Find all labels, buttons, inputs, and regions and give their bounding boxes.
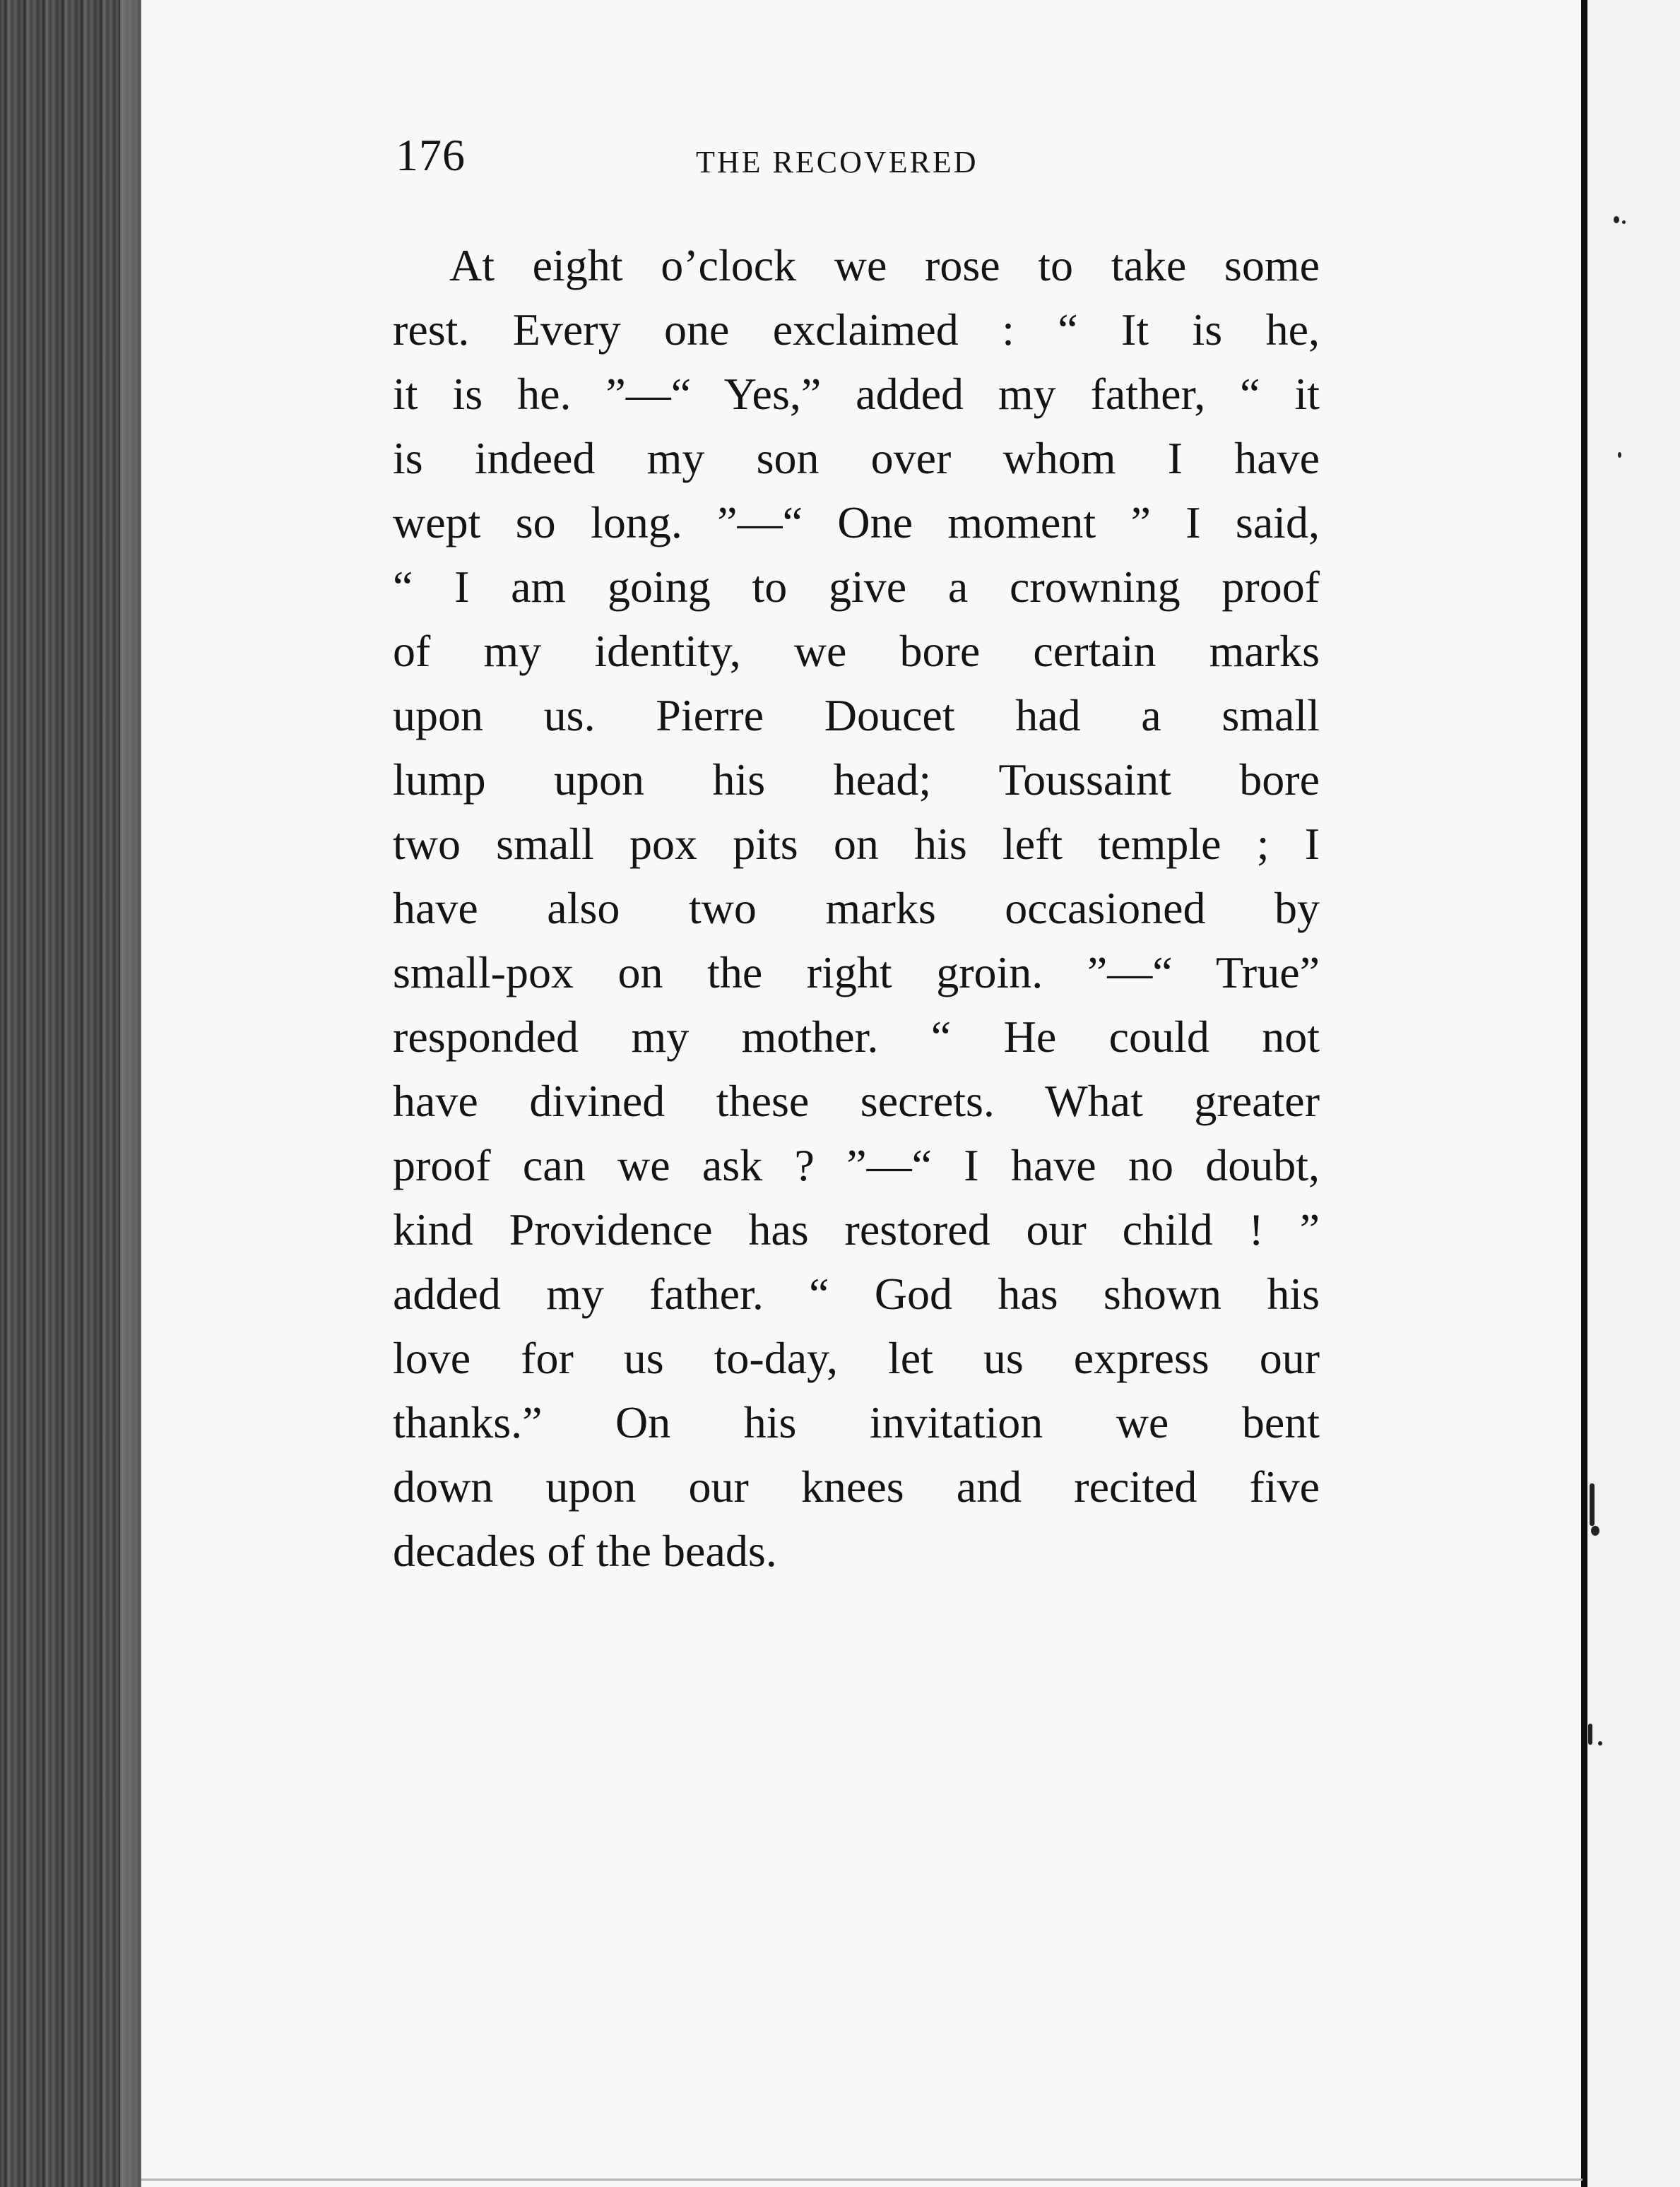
ink-speck [1618, 452, 1621, 458]
body-text [393, 233, 1320, 1583]
ink-speck [1590, 1483, 1595, 1526]
running-title: THE RECOVERED [696, 145, 978, 179]
text-line: proof can we ask ? ”—“ I have no doubt, [393, 1140, 1320, 1190]
text-line: have also two marks occasioned by [393, 883, 1320, 933]
text-line: have divined these secrets. What greater [393, 1076, 1320, 1126]
binding-gutter-line [1581, 0, 1587, 2187]
text-line: of my identity, we bore certain marks [393, 626, 1320, 676]
ink-speck [1622, 220, 1626, 224]
page-bottom-edge [141, 2179, 1583, 2181]
text-line: decades of the beads. [393, 1526, 777, 1576]
text-line: At eight o’clock we rose to take some [449, 240, 1320, 290]
text-line: added my father. “ God has shown his [393, 1269, 1320, 1319]
page-number: 176 [396, 130, 466, 180]
facing-page-margin [1587, 0, 1680, 2187]
text-line: thanks.” On his invitation we bent [393, 1397, 1320, 1447]
text-line: small-pox on the right groin. ”—“ True” [393, 947, 1320, 997]
text-line: kind Providence has restored our child ! ” [393, 1204, 1320, 1255]
text-line: it is he. ”—“ Yes,” added my father, “ it [393, 369, 1320, 419]
text-line: love for us to-day, let us express our [393, 1333, 1320, 1383]
text-line: wept so long. ”—“ One moment ” I said, [393, 497, 1320, 547]
text-line: two small pox pits on his left temple ; I [393, 819, 1320, 869]
text-line: responded my mother. “ He could not [393, 1012, 1320, 1062]
text-line: is indeed my son over whom I have [393, 433, 1320, 483]
ink-speck [1591, 1526, 1599, 1536]
ink-speck [1588, 1724, 1592, 1745]
ink-speck [1598, 1741, 1602, 1746]
text-line: lump upon his head; Toussaint bore [393, 754, 1320, 805]
text-line: “ I am going to give a crowning proof [393, 562, 1320, 612]
text-line: upon us. Pierre Doucet had a small [393, 690, 1320, 740]
ink-speck [1614, 216, 1619, 223]
text-line: down upon our knees and recited five [393, 1462, 1320, 1512]
text-line: rest. Every one exclaimed : “ It is he, [393, 304, 1320, 355]
